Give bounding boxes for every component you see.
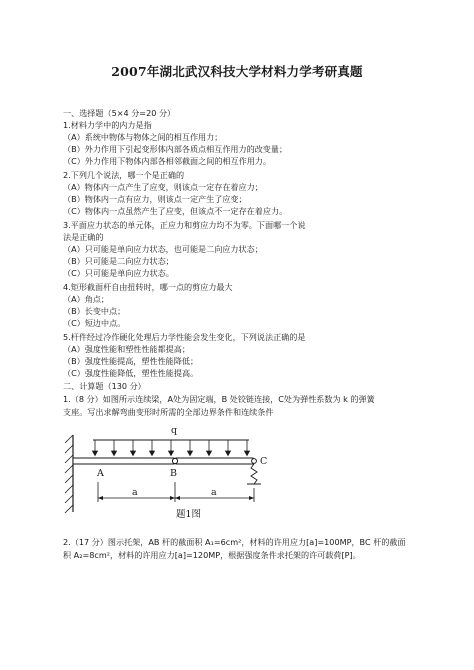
section-heading: 二、计算题（130 分） [63,381,146,391]
beam-diagram [63,420,403,530]
section-heading: 一、选择题（5×4 分=20 分） [63,108,176,118]
question-option: （A）强度性能和塑性性能都提高； [63,344,190,354]
dimension-label: a [211,487,217,498]
question-option: （A）系统中物体与物体之间的相互作用力； [63,132,223,142]
problem-text: 1.（8 分）如图所示连续梁，A处为固定端，B 处铰链连接，C处为弹性系数为 k 的弹簧 [63,394,375,404]
question-option: （C）只可能是单向应力状态。 [63,268,174,278]
problem-text: 积 A₂=8cm²，材料的许用应力[a]=120MP，根据强度条件求托架的许可载荷[P]。 [63,550,361,560]
question-option: （B）长变中点； [63,306,126,316]
question-option: （B）物体内一点有应力，则该点一定产生了应变； [63,194,247,204]
question-option: （C）外力作用下物体内部各相邻截面之间的相互作用力。 [63,156,271,166]
question-option: （C）短边中点。 [63,318,126,328]
label-a: A [97,468,104,479]
question-option: （A）物体内一点产生了应变，则该点一定存在着应力； [63,182,263,192]
support-c [252,459,257,464]
question-stem: 5.杆件经过冷作硬化处理后力学性能会发生变化，下列说法正确的是 [63,332,306,342]
problem-text: 支座。写出求解弯曲变形时所需的全部边界条件和连续条件 [63,407,274,417]
question-option: （C）强度性能降低，塑性性能提高。 [63,368,199,378]
figure-caption: 题1图 [176,509,202,520]
label-b: B [170,468,177,479]
spring [251,464,257,484]
question-stem-continued: 法是正确的 [63,232,104,242]
label-c: C [260,456,268,467]
dimension-lines [98,482,254,502]
question-option: （C）物体内一点虽然产生了应变，但该点不一定存在着应力。 [63,206,288,216]
question-stem: 3.平面应力状态的单元体，正应力和剪应力均不为零。下面哪一个说 [63,220,306,230]
question-option: （A）角点； [63,294,110,304]
question-option: （B）外力作用下引起变形体内部各质点相互作用力的改变量； [63,144,288,154]
beam-segment-ab [73,458,174,464]
question-stem: 1.材料力学中的内力是指 [63,120,152,130]
hinge-b [172,458,177,463]
question-stem: 4.矩形截面杆自由扭转时，哪一点的剪应力最大 [63,282,233,292]
dimension-label: a [132,487,138,498]
question-stem: 2.下列几个说法，哪一个是正确的 [63,170,185,180]
page-title: 2007年湖北武汉科技大学材料力学考研真题 [111,64,363,79]
wall-hatching [65,435,73,513]
load-arrows [93,440,250,456]
beam-segment-bc [176,458,253,464]
question-option: （B）强度性能提高，塑性性能降低； [63,356,199,366]
load-label: q [171,425,178,436]
beam-figure [63,420,403,530]
question-option: （B）只可能是二向应力状态； [63,256,174,266]
problem-text: 2.（17 分）图示托架，AB 杆的截面积 A₁=6cm²，材料的许用应力[a]=100MP，BC 杆的截面 [63,537,406,547]
question-option: （A）只可能是单向应力状态，也可能是二向应力状态； [63,244,263,254]
